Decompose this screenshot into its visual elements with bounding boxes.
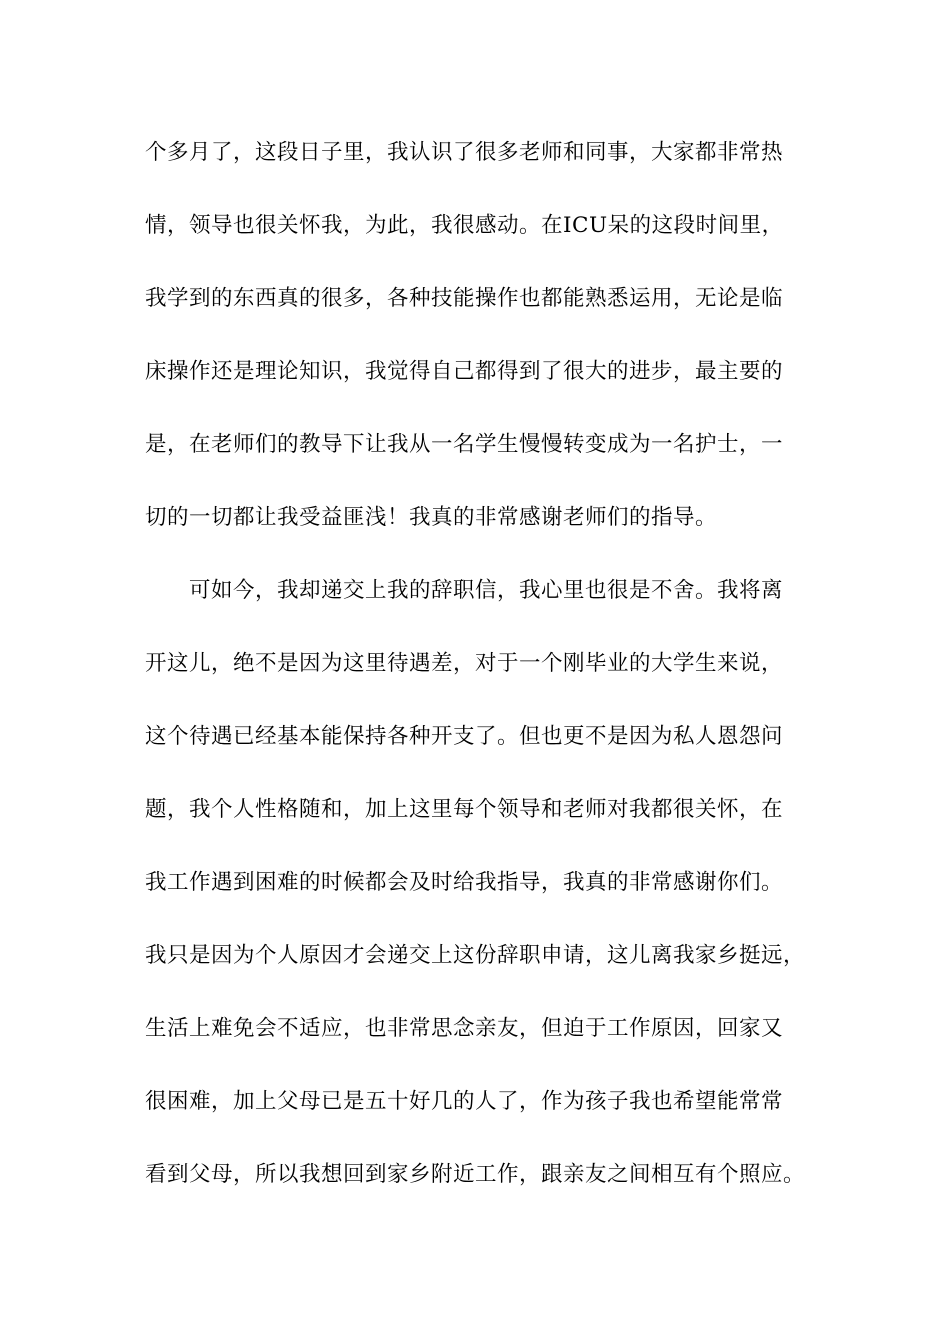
text-line: 个多月了，这段日子里，我认识了很多老师和同事，大家都非常热 [145, 140, 784, 165]
text-line: 我工作遇到困难的时候都会及时给我指导，我真的非常感谢你们。 [145, 870, 784, 895]
text-line: 切的一切都让我受益匪浅！我真的非常感谢老师们的指导。 [145, 505, 718, 530]
text-line: 看到父母，所以我想回到家乡附近工作，跟亲友之间相互有个照应。 [145, 1162, 806, 1187]
text-line: 这个待遇已经基本能保持各种开支了。但也更不是因为私人恩怨问 [145, 724, 784, 749]
text-line: 我学到的东西真的很多，各种技能操作也都能熟悉运用，无论是临 [145, 286, 784, 311]
text-line: 床操作还是理论知识，我觉得自己都得到了很大的进步，最主要的 [145, 359, 784, 384]
text-line: 我只是因为个人原因才会递交上这份辞职申请，这儿离我家乡挺远， [145, 943, 806, 968]
text-line: 是，在老师们的教导下让我从一名学生慢慢转变成为一名护士，一 [145, 432, 784, 457]
body-text [145, 130, 845, 1225]
text-line: 很困难，加上父母已是五十好几的人了，作为孩子我也希望能常常 [145, 1089, 784, 1114]
text-line: 情，领导也很关怀我，为此，我很感动。在ICU呆的这段时间里， [145, 213, 784, 238]
text-line: 题，我个人性格随和，加上这里每个领导和老师对我都很关怀，在 [145, 797, 784, 822]
paragraph-start-line: 可如今，我却递交上我的辞职信，我心里也很是不舍。我将离 [189, 578, 784, 603]
text-line: 开这儿，绝不是因为这里待遇差，对于一个刚毕业的大学生来说， [145, 651, 784, 676]
text-line: 生活上难免会不适应，也非常思念亲友，但迫于工作原因，回家又 [145, 1016, 784, 1041]
